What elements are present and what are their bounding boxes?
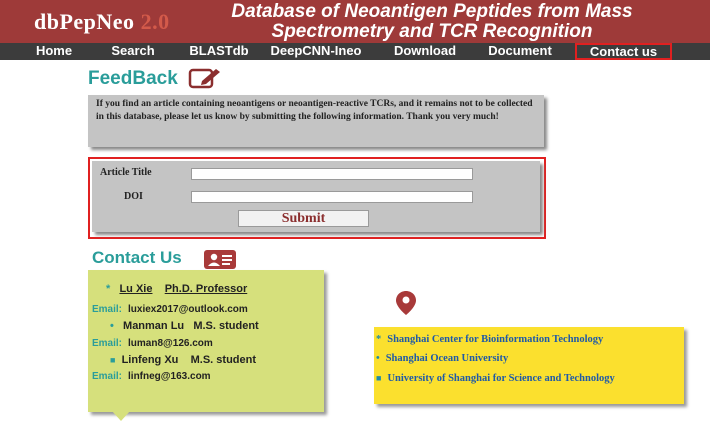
site-header: [0, 0, 710, 43]
contact-title: Contact Us: [92, 248, 182, 267]
person-1-email[interactable]: luxiex2017@outlook.com: [128, 304, 248, 315]
bullet-star-icon: *: [376, 334, 382, 345]
nav-download[interactable]: Download: [393, 43, 457, 58]
person-1-role[interactable]: Ph.D. Professor: [164, 283, 248, 295]
institution-1: [376, 334, 603, 345]
nav-deepcnn-ineo[interactable]: DeepCNN-Ineo: [270, 43, 362, 58]
email-label: Email:: [92, 304, 123, 315]
bullet-dot-icon: •: [110, 320, 114, 332]
bullet-star-icon: *: [106, 283, 111, 295]
institution-1-name: Shanghai Center for Bioinformation Technology: [387, 334, 604, 345]
email-label: Email:: [92, 371, 123, 382]
bullet-square-icon: ■: [110, 355, 116, 365]
contact-people-box: [88, 270, 324, 412]
feedback-form-panel: [92, 161, 540, 232]
institutions-box: [374, 327, 684, 404]
site-title-line1: Database of Neoantigen Peptides from Mass: [231, 1, 633, 22]
feedback-title: FeedBack: [88, 68, 178, 89]
submit-button[interactable]: Submit: [238, 210, 369, 227]
doi-input[interactable]: [191, 191, 473, 203]
person-3-email[interactable]: linfneg@163.com: [128, 371, 211, 382]
contact-card-icon: [204, 250, 236, 269]
bullet-square-icon: ■: [376, 373, 382, 383]
nav-contact-us[interactable]: Contact us: [575, 43, 672, 60]
logo-version: 2.0: [140, 9, 170, 34]
nav-home[interactable]: Home: [35, 43, 73, 58]
person-3-email-row: [92, 371, 211, 382]
person-1: [106, 283, 247, 295]
logo-name: dbPepNeo: [34, 9, 135, 34]
institution-2-name: Shanghai Ocean University: [385, 353, 509, 364]
bullet-dot-icon: •: [376, 353, 380, 364]
speech-bubble-tail: [112, 411, 130, 421]
person-2: [110, 320, 259, 332]
article-title-input[interactable]: [191, 168, 473, 180]
person-2-email[interactable]: luman8@126.com: [128, 338, 213, 349]
site-title-line2: Spectrometry and TCR Recognition: [271, 21, 593, 42]
email-label: Email:: [92, 338, 123, 349]
person-3: [110, 354, 256, 366]
site-logo[interactable]: [34, 9, 170, 35]
person-2-email-row: [92, 338, 213, 349]
article-title-label: Article Title: [100, 167, 152, 178]
pencil-icon: [188, 67, 222, 89]
nav-blastdb[interactable]: BLASTdb: [189, 43, 249, 58]
person-2-name: Manman Lu: [123, 320, 185, 332]
person-2-role: M.S. student: [193, 320, 259, 332]
location-pin-icon: [395, 290, 417, 316]
institution-2: [376, 353, 508, 364]
person-3-name: Linfeng Xu: [121, 354, 179, 366]
doi-label: DOI: [124, 191, 143, 202]
site-title: [212, 2, 652, 42]
institution-3: [376, 373, 615, 384]
institution-3-name: University of Shanghai for Science and Technology: [387, 373, 615, 384]
person-1-name[interactable]: Lu Xie: [119, 283, 153, 295]
nav-search[interactable]: Search: [111, 43, 155, 58]
nav-document[interactable]: Document: [488, 43, 552, 58]
feedback-form: [88, 157, 546, 239]
person-1-email-row: [92, 304, 248, 315]
feedback-instructions: If you find an article containing neoantigens or neoantigen-reactive TCRs, and it remains not to be collected in this database, please let us know by submitting the following information. Thank you very much!: [88, 95, 544, 147]
main-nav: [0, 43, 710, 60]
person-3-role: M.S. student: [190, 354, 257, 366]
